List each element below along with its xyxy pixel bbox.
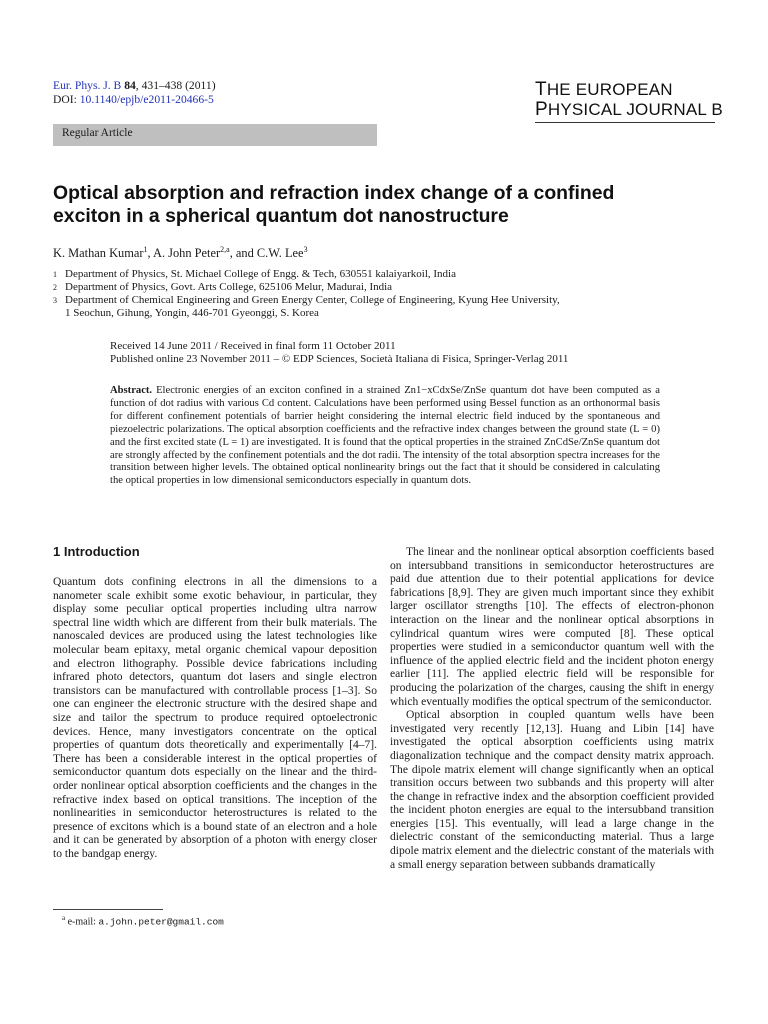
title-line-1: Optical absorption and refraction index change of a confined xyxy=(53,182,615,204)
journal-name-line-2: HYSICAL JOURNAL B xyxy=(547,100,723,119)
section-heading: 1 Introduction xyxy=(53,544,140,559)
received-dates: Received 14 June 2011 / Received in final form 11 October 2011 xyxy=(110,340,396,352)
header-rule xyxy=(535,122,715,123)
author-2: , A. John Peter xyxy=(147,246,221,261)
affiliation-1 xyxy=(53,268,693,281)
footnote-label: e-mail: xyxy=(67,916,96,928)
title-line-2: exciton in a spherical quantum dot nanostructure xyxy=(53,205,509,227)
footnote-rule xyxy=(53,909,163,910)
author-3-sup: 3 xyxy=(303,245,308,254)
author-1: K. Mathan Kumar xyxy=(53,246,144,261)
volume: 84 xyxy=(124,79,136,92)
affiliation-1-num: 1 xyxy=(53,270,57,279)
affiliation-3-text: Department of Chemical Engineering and Green Energy Center, College of Engineering, Kyung Hee University, xyxy=(65,294,560,306)
published-line: Published online 23 November 2011 – © EDP Sciences, Società Italiana di Fisica, Springer-Verlag 2011 xyxy=(110,353,569,365)
article-type: Regular Article xyxy=(62,127,133,139)
affiliation-3-continued: 1 Seochun, Gihung, Yongin, 446-701 Gyeonggi, S. Korea xyxy=(65,307,319,319)
affiliation-2-text: Department of Physics, Govt. Arts College, 625106 Melur, Madurai, India xyxy=(65,281,393,293)
affiliation-3-num: 3 xyxy=(53,296,57,305)
right-paragraph-2: Optical absorption in coupled quantum wells have been investigated very recently [12,13]. Huang and Libin [14] have investigated the optical absorption coefficients using matrix diagonalization technique and the compact density matrix approach. The dipole matrix element will change significantly when an optical transition occurs between two subbands and this property will alter the change in refractive index and the absorption coefficient provided the incident photon energies are equal to the intersubband transition energies [15]. This eventually, will lead a large change in the dielectric constant of the semiconducting material. Thus a large dipole matrix element and the dielectric constant of the materials with a small energy separation between subbands dramatically xyxy=(390,709,714,871)
journal-reference xyxy=(53,79,216,107)
pages-year: , 431–438 (2011) xyxy=(135,79,216,92)
affiliation-2 xyxy=(53,281,693,294)
journal-name xyxy=(535,80,723,120)
footnote xyxy=(62,914,224,927)
doi-link[interactable]: 10.1140/epjb/e2011-20466-5 xyxy=(79,93,214,106)
doi-label: DOI: xyxy=(53,93,77,106)
affiliation-3 xyxy=(53,294,693,307)
affiliation-1-text: Department of Physics, St. Michael College of Engg. & Tech, 630551 kalaiyarkoil, India xyxy=(65,268,456,280)
author-list xyxy=(53,245,308,261)
journal-name-line-1: HE EUROPEAN xyxy=(546,80,673,99)
journal-abbrev-link[interactable]: Eur. Phys. J. B xyxy=(53,79,122,92)
footnote-mark: a xyxy=(62,914,66,922)
journal-name-initial-1: T xyxy=(535,79,547,100)
abstract xyxy=(110,385,660,488)
author-2-sup: 2,a xyxy=(220,245,230,254)
abstract-text: Electronic energies of an exciton confined in a strained Zn1−xCdxSe/ZnSe quantum dot have been computed as a function of dot radius with various Cd content. Calculations have been performed using Bessel function as an orthonormal basis for different confinement potentials of barrier height considering the internal electric field induced by the spontaneous and piezoelectric polarizations. The optical absorption coefficients and the refractive index changes between the ground state (L = 0) and the first excited state (L = 1) are investigated. It is found that the optical properties in the strained ZnCdSe/ZnSe quantum dot are strongly affected by the confinement potentials and the dot radii. The intensity of the total absorption spectra increases for the transition between higher levels. The obtained optical nonlinearity brings out the fact that it should be considered in calculating the optical properties in low dimensional semiconductors especially in quantum dots. xyxy=(110,385,660,487)
publication-dates xyxy=(110,340,568,366)
journal-name-initial-2: P xyxy=(535,99,548,120)
affiliation-2-num: 2 xyxy=(53,283,57,292)
left-column xyxy=(53,576,377,861)
author-3: , and C.W. Lee xyxy=(229,246,304,261)
abstract-label: Abstract. xyxy=(110,385,153,396)
footnote-email[interactable]: a.john.peter@gmail.com xyxy=(98,916,224,928)
left-paragraph-1: Quantum dots confining electrons in all the dimensions to a nanometer scale exhibit some exotic behaviour, in particular, they display some peculiar optical properties including ultra narrow spectral line width which are different from their bulk materials. The nanoscaled devices are produced using the latest technologies like molecular beam epitaxy, metal organic chemical vapour deposition and electron lithography. Possible device fabrications including infrared photo detectors, quantum dot lasers and single electron transistors can be manufactured with controllable process [1–3]. So one can engineer the electronic structure with the desired shape and size and tailor the spectrum to produce required optoelectronic devices. Hence, many investigators concentrate on the optical properties of quantum dots theoretically and experimentally [4–7]. There has been a considerable interest in the optical properties of semiconductor quantum dots especially on the linear and the third-order nonlinear optical absorption coefficients and the changes in the refractive index based on optical transitions. The inception of the nonlinearities in semiconductor heterostructures is related to the presence of excitons which is a bound state of an electron and a hole and it can be generated by absorption of a photon with energy closer to the bandgap energy. xyxy=(53,576,377,860)
right-column xyxy=(390,546,714,872)
paper-title xyxy=(53,182,733,228)
right-paragraph-1: The linear and the nonlinear optical absorption coefficients based on intersubband transitions in semiconductor heterostructures are paid due attention due to their potential applications for device fabrications [8,9]. They are given much important since they exhibit larger oscillator strengths [10]. The effects of electron-phonon interaction on the linear and the nonlinear optical absorptions in cylindrical quantum wires were computed [8]. These optical properties were studied in a semiconductor quantum well with the influence of the applied electric field and the incident photon energy earlier [11]. The applied electric field will be responsible for producing the polarization of the charges, causing the shift in energy which eventually modifies the optical spectrum of the semiconductor. xyxy=(390,546,714,708)
author-1-sup: 1 xyxy=(143,245,148,254)
